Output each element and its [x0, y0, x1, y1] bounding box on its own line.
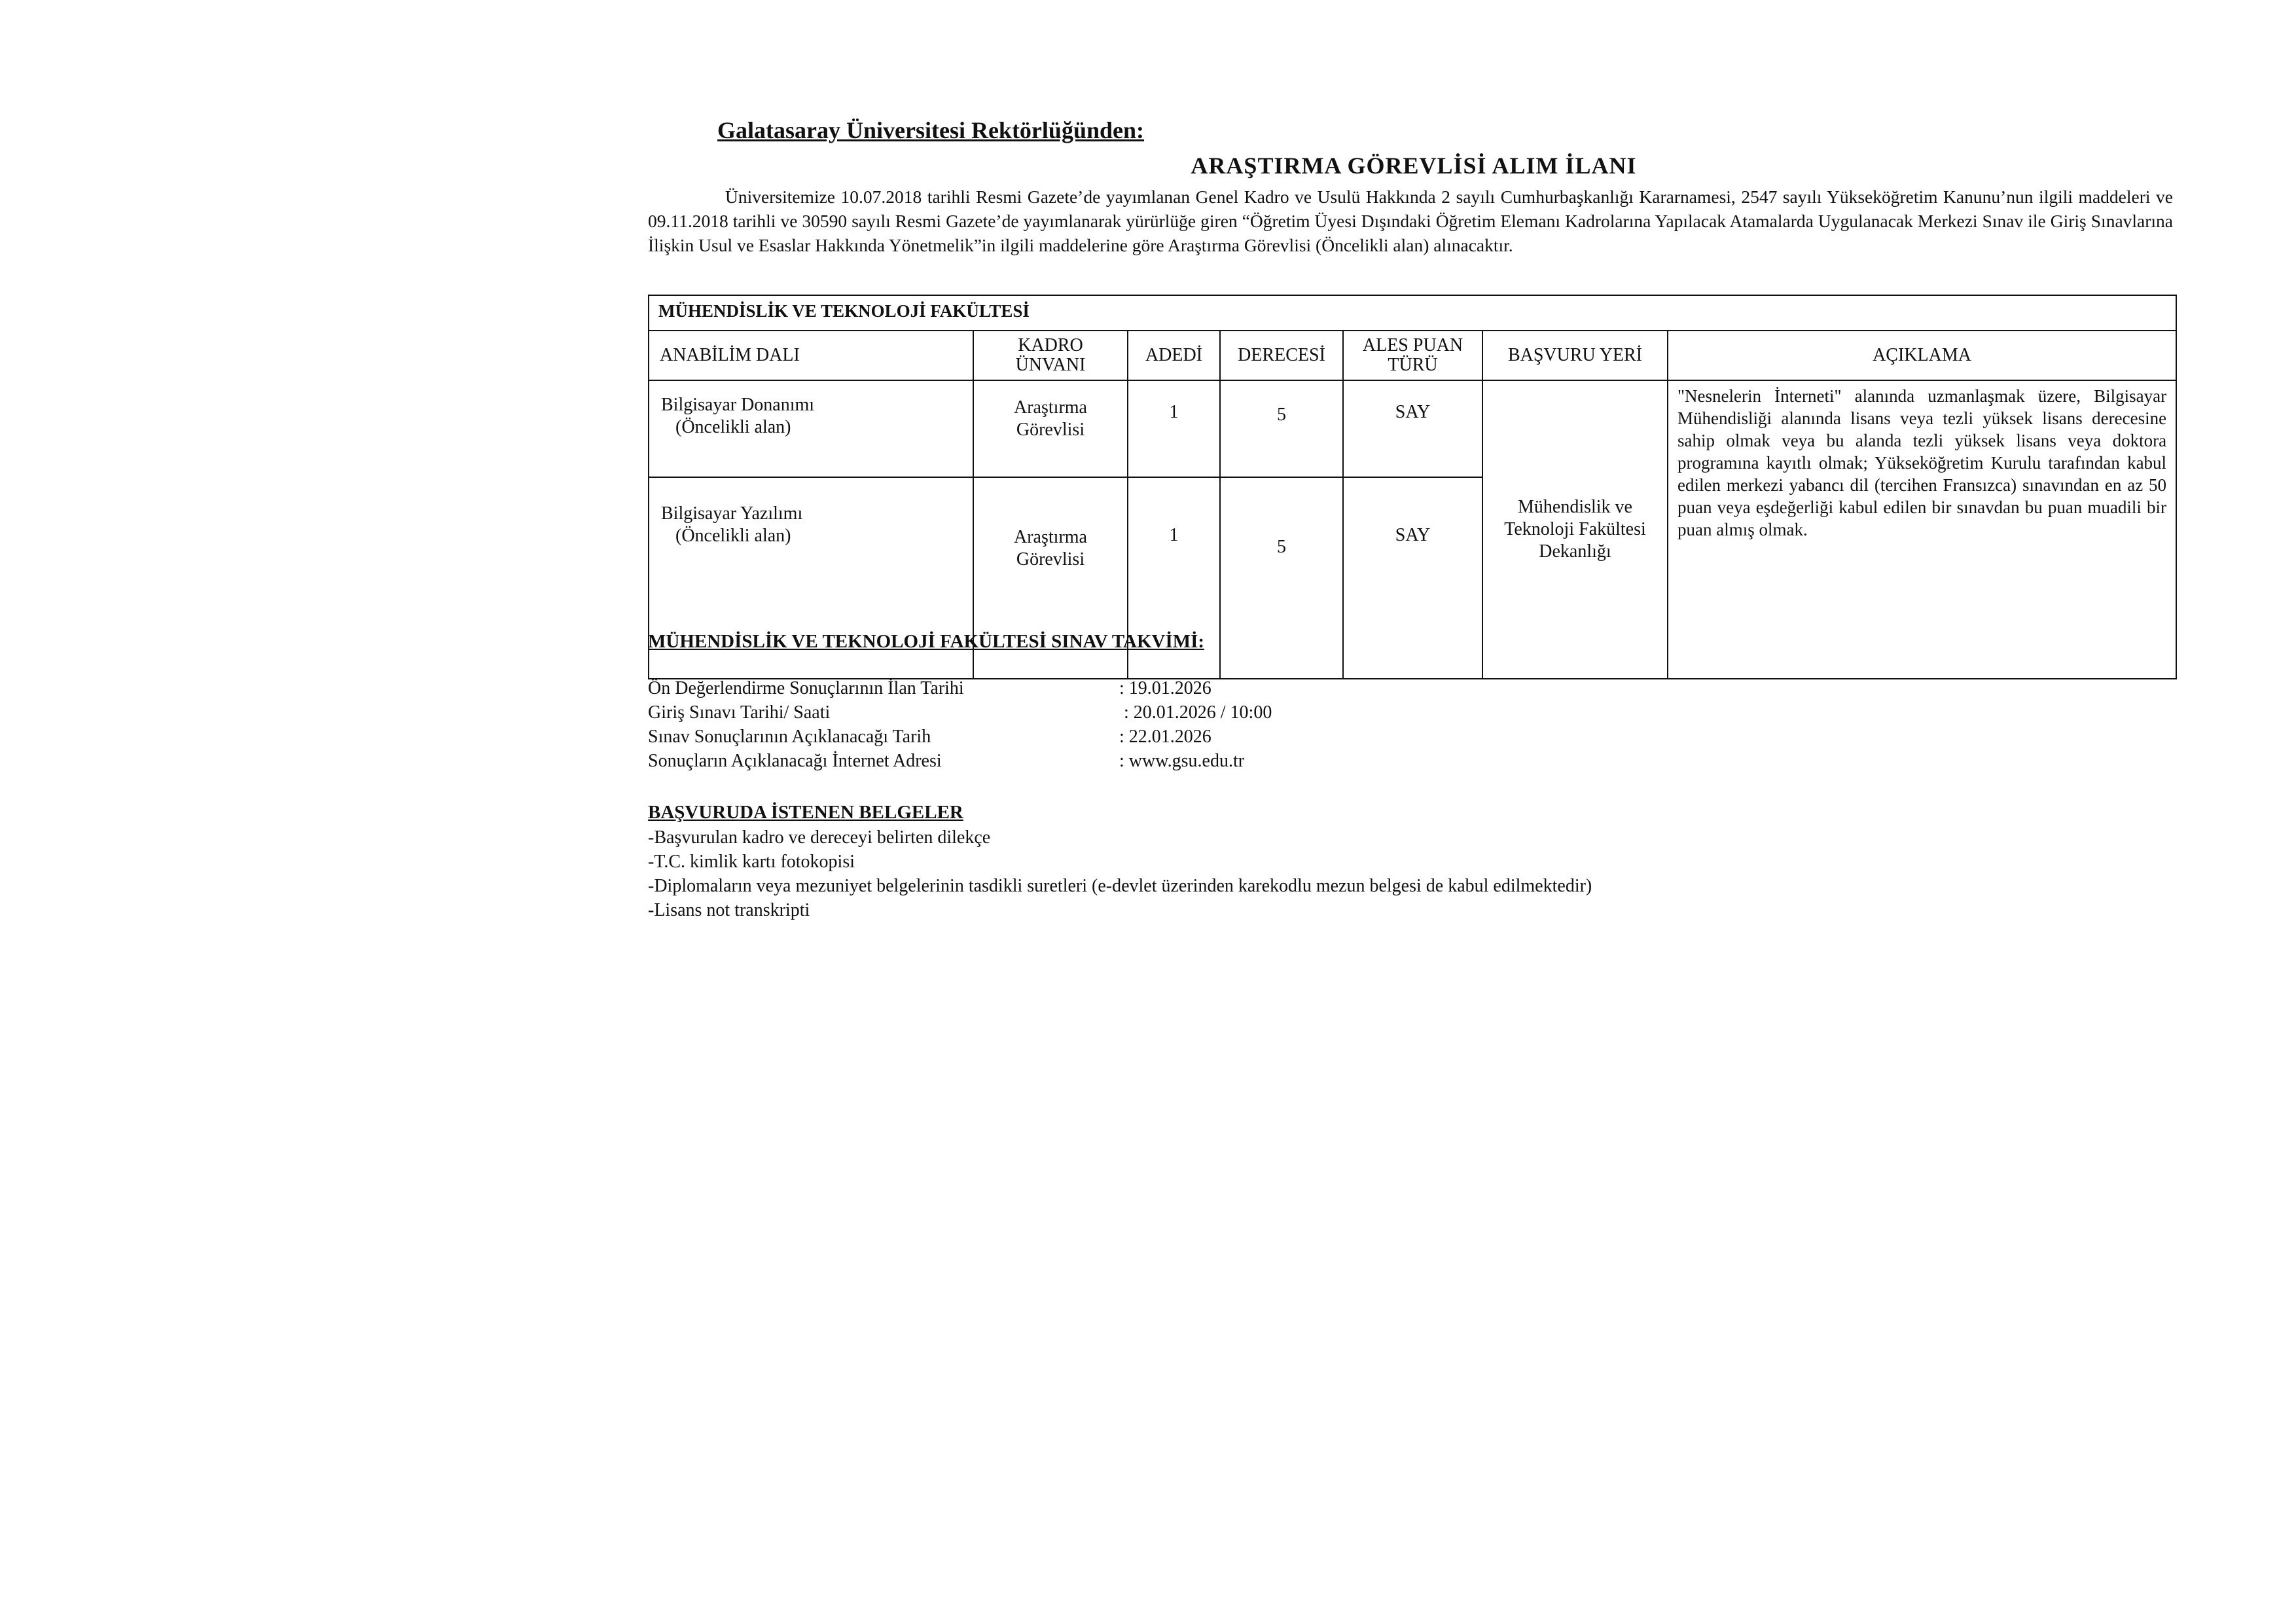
- table-header-row: [649, 331, 2176, 380]
- faculty-row: [649, 295, 2176, 331]
- basvuru-line3: Dekanlığı: [1539, 541, 1611, 562]
- schedule-label: Sonuçların Açıklanacağı İnternet Adresi: [648, 751, 942, 771]
- position-table: [648, 295, 2177, 679]
- header-adedi: ADEDİ: [1128, 331, 1220, 380]
- dept-priority: (Öncelikli alan): [675, 526, 791, 546]
- intro-paragraph: Üniversitemize 10.07.2018 tarihli Resmi Gazete’de yayımlanan Genel Kadro ve Usulü Hakkında 2 sayılı Cumhurbaşkanlığı Kararnamesi, 2547 sayılı Yükseköğretim Kanunu’nun ilgili maddeleri ve 09.11.2018 tarihli ve 30590 sayılı Resmi Gazete’de yayımlanarak yürürlüğe giren “Öğretim Üyesi Dışındaki Öğretim Elemanı Kadrolarına Yapılacak Atamalarda Uygulanacak Merkezi Sınav ile Giriş Sınavlarına İlişkin Usul ve Esaslar Hakkında Yönetmelik”in ilgili maddelerine göre Araştırma Görevlisi (Öncelikli alan) alınacaktır.: [648, 187, 2173, 255]
- document-item: -Başvurulan kadro ve dereceyi belirten dilekçe: [648, 827, 991, 848]
- schedule-label: Ön Değerlendirme Sonuçlarının İlan Tarihi: [648, 678, 964, 698]
- schedule-label: Giriş Sınavı Tarihi/ Saati: [648, 702, 831, 723]
- document-item: -T.C. kimlik kartı fotokopisi: [648, 852, 855, 872]
- documents-list: [648, 825, 1592, 922]
- schedule-value: : 19.01.2026: [1119, 678, 1211, 698]
- header-ales: [1343, 331, 1482, 380]
- basvuru-line2: Teknoloji Fakültesi: [1504, 519, 1646, 539]
- dept-name: Bilgisayar Donanımı: [661, 395, 815, 415]
- schedule-value: : 20.01.2026 / 10:00: [1119, 702, 1272, 723]
- documents-title: BAŞVURUDA İSTENEN BELGELER: [648, 802, 963, 823]
- adedi-cell: 1: [1128, 477, 1220, 679]
- basvuru-yeri-cell: [1482, 380, 1668, 679]
- header-ales-line1: ALES PUAN: [1362, 335, 1463, 355]
- dept-priority: (Öncelikli alan): [675, 417, 791, 437]
- adedi-cell: 1: [1128, 380, 1220, 477]
- header-derecesi: DERECESİ: [1220, 331, 1343, 380]
- dept-name: Bilgisayar Yazılımı: [661, 503, 803, 524]
- document-item: -Lisans not transkripti: [648, 900, 810, 920]
- kadro-line2: Görevlisi: [1016, 420, 1085, 440]
- schedule-label: Sınav Sonuçlarının Açıklanacağı Tarih: [648, 727, 931, 747]
- header-basvuru: BAŞVURU YERİ: [1482, 331, 1668, 380]
- derecesi-cell: 5: [1220, 477, 1343, 679]
- derecesi-cell: 5: [1220, 380, 1343, 477]
- header-kadro-line2: ÜNVANI: [1015, 355, 1086, 375]
- dept-cell: [649, 380, 973, 477]
- kadro-line2: Görevlisi: [1016, 549, 1085, 569]
- schedule-title: MÜHENDİSLİK VE TEKNOLOJİ FAKÜLTESİ SINAV TAKVİMİ:: [648, 631, 1205, 652]
- kadro-line1: Araştırma: [1014, 397, 1087, 418]
- institution-heading: Galatasaray Üniversitesi Rektörlüğünden:: [717, 117, 1144, 143]
- table-row: [649, 380, 2176, 477]
- header-aciklama: AÇIKLAMA: [1668, 331, 2176, 380]
- schedule-value: : www.gsu.edu.tr: [1119, 751, 1245, 771]
- header-kadro-line1: KADRO: [1018, 335, 1083, 355]
- kadro-cell: [973, 380, 1128, 477]
- aciklama-cell: "Nesnelerin İnterneti" alanında uzmanlaşmak üzere, Bilgisayar Mühendisliği alanında lisans veya tezli yüksek lisans derecesine sahip olmak veya bu alanda tezli yüksek lisans veya doktora programına kayıtlı olmak; Yükseköğretim Kurulu tarafından kabul edilen merkezi yabancı dil (tercihen Fransızca) sınavından en az 50 puan veya eşdeğerliği kabul edilen bir sınavdan bu puan muadili bir puan almış olmak.: [1668, 380, 2176, 679]
- faculty-name: MÜHENDİSLİK VE TEKNOLOJİ FAKÜLTESİ: [649, 295, 2176, 331]
- kadro-line1: Araştırma: [1014, 527, 1087, 547]
- basvuru-line1: Mühendislik ve: [1518, 497, 1632, 517]
- ales-cell: SAY: [1343, 477, 1482, 679]
- ales-cell: SAY: [1343, 380, 1482, 477]
- header-anabilim: ANABİLİM DALI: [649, 331, 973, 380]
- document-item: -Diplomaların veya mezuniyet belgelerinin tasdikli suretleri (e-devlet üzerinden karekodlu mezun belgesi de kabul edilmektedir): [648, 876, 1592, 896]
- announcement-title: ARAŞTIRMA GÖREVLİSİ ALIM İLANI: [1191, 153, 1637, 179]
- header-ales-line2: TÜRÜ: [1388, 355, 1438, 375]
- schedule-value: : 22.01.2026: [1119, 727, 1211, 747]
- header-kadro: [973, 331, 1128, 380]
